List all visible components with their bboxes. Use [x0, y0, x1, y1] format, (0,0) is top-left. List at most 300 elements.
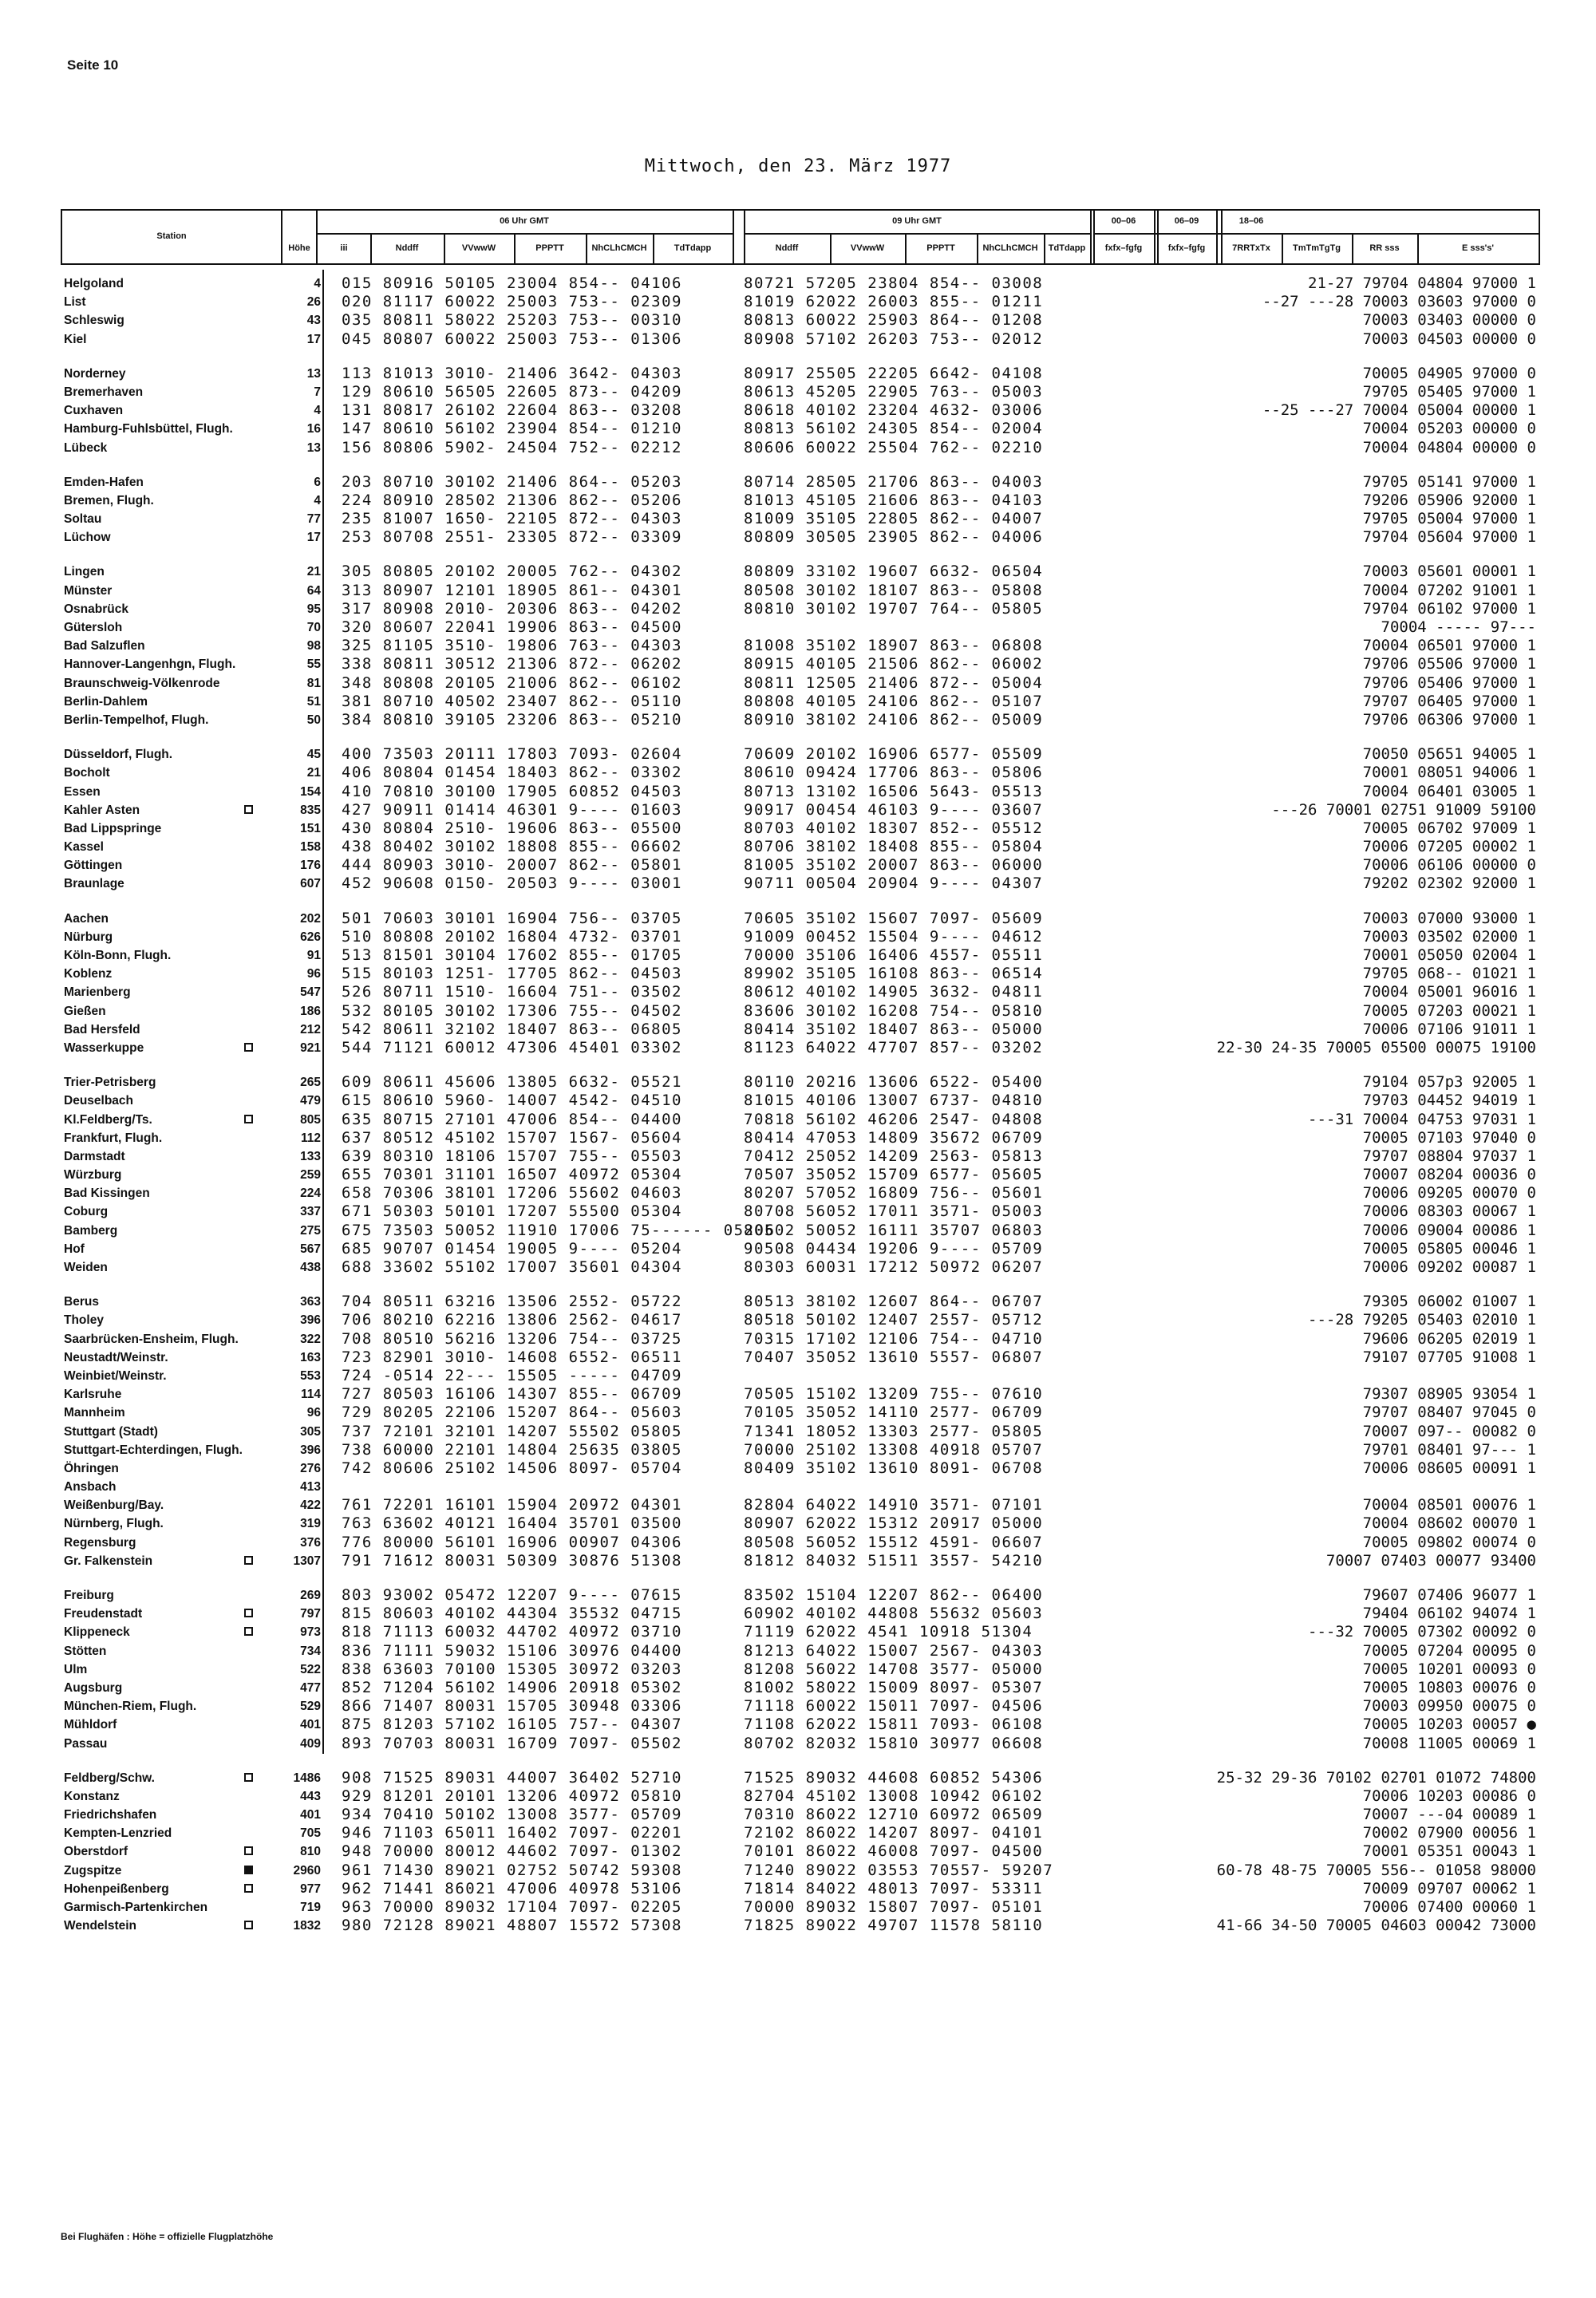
extra-row: 79704 05604 97000 1: [1362, 528, 1536, 547]
extra-row: 70003 09950 00075 0: [1362, 1697, 1536, 1716]
obs-09-row: [744, 618, 1053, 637]
obs-09-row: 71825 89022 49707 11578 58110: [744, 1917, 1044, 1935]
obs-09-row: 80714 28505 21706 863-- 04003: [744, 472, 1044, 491]
obs-09-row: 83502 15104 12207 862-- 06400: [744, 1586, 1044, 1604]
station-name: Wasserkuppe: [64, 1039, 303, 1057]
row-group: [1093, 563, 1536, 729]
station-height: 259: [300, 1168, 321, 1183]
header-extra-1: 00–06: [1111, 216, 1136, 226]
station-height: 797: [300, 1607, 321, 1621]
obs-09-row: 80908 57102 26203 753-- 02012: [744, 330, 1044, 348]
row-group: [342, 1293, 775, 1570]
row-group: [342, 1073, 775, 1277]
extra-row: 70006 09202 00087 1: [1362, 1258, 1536, 1276]
obs-09-row: 81008 35102 18907 863-- 06808: [744, 637, 1044, 655]
row-group: [744, 563, 1053, 729]
obs-09-row: 70605 35102 15607 7097- 05609: [744, 909, 1044, 927]
header-extra-3: 18–06: [1238, 216, 1264, 226]
extra-row: 70004 07202 91001 1: [1362, 581, 1536, 599]
header-col09-3: PPPTT: [926, 243, 955, 253]
station-height: 401: [300, 1808, 321, 1822]
station-name: Lübeck: [64, 440, 108, 455]
obs-06-row: 156 80806 5902- 24504 752-- 02212: [342, 438, 682, 456]
row-group: [284, 910, 321, 1058]
row-group: [342, 365, 775, 457]
extra-row: 70003 03502 02000 1: [1362, 927, 1536, 946]
obs-06-row: 045 80807 60022 25003 753-- 01306: [342, 330, 682, 348]
extra-row: 70003 04503 00000 0: [1362, 330, 1536, 348]
extra-row: 79307 08905 93054 1: [1362, 1385, 1536, 1404]
row-group: [744, 1073, 1053, 1277]
obs-09-row: [744, 1367, 1053, 1385]
station-height: 477: [300, 1680, 321, 1695]
row-group: [744, 745, 1053, 894]
obs-06-row: 410 70810 30100 17905 60852 04503: [342, 782, 682, 800]
obs-06-row: 532 80105 30102 17306 755-- 04502: [342, 1001, 682, 1020]
station-height: 212: [300, 1022, 321, 1036]
station-height: 719: [300, 1901, 321, 1914]
extra-row: 79703 04452 94019 1: [1362, 1092, 1536, 1110]
station-height: 96: [306, 1406, 321, 1420]
station-name: Frankfurt, Flugh.: [64, 1131, 163, 1145]
obs-06-row: 675 73503 50052 11910 17006 75------ 05206: [342, 1221, 776, 1239]
station-name: Karlsruhe: [64, 1388, 122, 1402]
extra-row: 79705 05141 97000 1: [1362, 472, 1536, 491]
header-extra-7: TmTmTgTg: [1293, 243, 1341, 253]
extra-row: 70006 07205 00002 1: [1362, 838, 1536, 856]
obs-06-row: 961 71430 89021 02752 50742 59308: [342, 1861, 682, 1879]
obs-06-row: 235 81007 1650- 22105 872-- 04303: [342, 510, 682, 528]
station-name: Bremerhaven: [64, 385, 144, 399]
extra-row: 22-30 24-35 70005 05500 00075 19100: [1216, 1038, 1536, 1056]
station-height: 396: [300, 1313, 321, 1328]
station-name: Osnabrück: [64, 602, 128, 616]
obs-06-row: 035 80811 58022 25203 753-- 00310: [342, 311, 682, 330]
station-name: Bad Salzuflen: [64, 639, 145, 653]
extra-row: [1093, 1478, 1536, 1496]
obs-09-row: 81009 35105 22805 862-- 04007: [744, 510, 1044, 528]
height-column-rule: [322, 270, 324, 1754]
header-col06-3: PPPTT: [535, 243, 564, 253]
header-col09-4: NhCLhCMCH: [982, 243, 1038, 253]
extra-row: 70005 06702 97009 1: [1362, 819, 1536, 837]
station-height: 21: [306, 565, 321, 579]
obs-06-row: 980 72128 89021 48807 15572 57308: [342, 1917, 682, 1935]
extra-row: 60-78 48-75 70005 556-- 01058 98000: [1216, 1861, 1536, 1879]
station-height: 55: [306, 657, 321, 672]
obs-06-row: 946 71103 65011 16402 7097- 02201: [342, 1824, 682, 1842]
station-height: 921: [300, 1040, 321, 1055]
row-group: [64, 1293, 303, 1570]
extra-row: 70004 08501 00076 1: [1362, 1496, 1536, 1514]
obs-06-row: 400 73503 20111 17803 7093- 02604: [342, 745, 682, 764]
station-height: 337: [300, 1205, 321, 1219]
extra-row: 79705 068-- 01021 1: [1362, 965, 1536, 983]
header-extra-5: fxfx–fgfg: [1167, 243, 1206, 253]
station-height: 17: [306, 531, 321, 545]
row-group: [284, 365, 321, 457]
row-group: [744, 365, 1053, 457]
extra-row: 70005 07204 00095 0: [1362, 1641, 1536, 1660]
station-list: [64, 274, 303, 1951]
station-name: Emden-Hafen: [64, 475, 144, 489]
obs-06-row: 513 81501 30104 17602 855-- 01705: [342, 946, 682, 964]
header-col09-5: TdTdapp: [1048, 243, 1086, 253]
obs-06-row: 685 90707 01454 19005 9---- 05204: [342, 1239, 682, 1258]
obs-09-row: 90917 00454 46103 9---- 03607: [744, 800, 1044, 819]
row-group: [1093, 1769, 1536, 1936]
obs-09-row: 81208 56022 14708 3577- 05000: [744, 1660, 1044, 1678]
row-group: [284, 274, 321, 349]
row-group: [284, 1293, 321, 1570]
station-height: 26: [306, 295, 321, 310]
extra-row: --25 ---27 70004 05004 00000 1: [1262, 401, 1536, 420]
station-name: Stuttgart (Stadt): [64, 1424, 158, 1439]
station-name: Weinbiet/Weinstr.: [64, 1368, 167, 1383]
extra-row: 79606 06205 02019 1: [1362, 1329, 1536, 1348]
obs-09-row: 89902 35105 16108 863-- 06514: [744, 965, 1044, 983]
extra-row: 70006 08605 00091 1: [1362, 1459, 1536, 1477]
station-name: Nürburg: [64, 930, 113, 944]
station-name: Berus: [64, 1295, 99, 1309]
station-name: Norderney: [64, 366, 126, 381]
station-height: 151: [300, 821, 321, 835]
station-height: 17: [306, 332, 321, 346]
open-square-icon: [244, 1043, 253, 1052]
extra-row: 79404 06102 94074 1: [1362, 1605, 1536, 1623]
station-name: Mühldorf: [64, 1718, 117, 1732]
open-square-icon: [244, 1773, 253, 1782]
obs-06-row: 803 93002 05472 12207 9---- 07615: [342, 1586, 682, 1604]
station-height: 443: [300, 1789, 321, 1803]
obs-09-row: 71108 62022 15811 7093- 06108: [744, 1716, 1044, 1734]
open-square-icon: [244, 1921, 253, 1929]
obs-06-row: 852 71204 56102 14906 20918 05302: [342, 1678, 682, 1696]
obs-09-block: [744, 274, 1053, 1951]
station-name: Ulm: [64, 1662, 88, 1676]
station-name: Berlin-Tempelhof, Flugh.: [64, 713, 209, 727]
station-name: Oberstdorf: [64, 1842, 303, 1861]
row-group: [284, 745, 321, 894]
station-name: Göttingen: [64, 859, 123, 873]
station-height: 607: [300, 877, 321, 891]
obs-09-row: 81123 64022 47707 857-- 03202: [744, 1038, 1044, 1056]
station-height: 50: [306, 713, 321, 727]
header-extra-2: 06–09: [1174, 216, 1199, 226]
extra-row: 70005 10203 00057 ●: [1362, 1716, 1536, 1734]
header-obs09: 09 Uhr GMT: [892, 216, 942, 226]
header-station: Station: [156, 231, 187, 241]
extra-row: 70006 09004 00086 1: [1362, 1221, 1536, 1239]
extra-row: 79202 02302 92000 1: [1362, 875, 1536, 893]
row-group: [1093, 1586, 1536, 1753]
station-name: Gütersloh: [64, 621, 123, 634]
station-height: 158: [300, 840, 321, 855]
obs-06-row: 526 80711 1510- 16604 751-- 03502: [342, 983, 682, 1001]
extra-row: 70008 11005 00069 1: [1362, 1734, 1536, 1752]
row-group: [64, 365, 303, 457]
obs-06-row: 317 80908 2010- 20306 863-- 04202: [342, 599, 682, 618]
row-group: [1093, 365, 1536, 457]
row-group: [744, 1586, 1053, 1753]
station-name: Bad Hersfeld: [64, 1022, 140, 1036]
obs-06-row: 515 80103 1251- 17705 862-- 04503: [342, 965, 682, 983]
extra-row: 70006 06106 00000 0: [1362, 856, 1536, 875]
row-group: [284, 1073, 321, 1277]
header-col06-4: NhCLhCMCH: [591, 243, 647, 253]
station-name: Bocholt: [64, 766, 110, 780]
station-name: Köln-Bonn, Flugh.: [64, 949, 172, 962]
obs-09-row: 80207 57052 16809 756-- 05601: [744, 1184, 1044, 1202]
row-group: [284, 1586, 321, 1753]
extra-row: 70004 05001 96016 1: [1362, 983, 1536, 1001]
extra-row: 70003 07000 93000 1: [1362, 909, 1536, 927]
obs-09-row: 91009 00452 15504 9---- 04612: [744, 927, 1044, 946]
obs-06-row: 836 71111 59032 15106 30976 04400: [342, 1641, 682, 1660]
row-group: [64, 1586, 303, 1753]
obs-06-row: 313 80907 12101 18905 861-- 04301: [342, 581, 682, 599]
extra-row: 70007 07403 00077 93400: [1325, 1551, 1536, 1570]
obs-06-row: 348 80808 20105 21006 862-- 06102: [342, 673, 682, 692]
extra-row: 41-66 34-50 70005 04603 00042 73000: [1216, 1917, 1536, 1935]
station-height: 70: [306, 621, 321, 634]
obs-09-row: 70000 35106 16406 4557- 05511: [744, 946, 1044, 964]
obs-06-row: 708 80510 56216 13206 754-- 03725: [342, 1329, 682, 1348]
station-height: 98: [306, 639, 321, 653]
row-group: [342, 563, 775, 729]
station-height: 1307: [293, 1554, 321, 1568]
obs-06-row: 381 80710 40502 23407 862-- 05110: [342, 692, 682, 710]
extra-row: 25-32 29-36 70102 02701 01072 74800: [1216, 1768, 1536, 1787]
station-height: 186: [300, 1004, 321, 1018]
obs-09-row: 80414 35102 18407 863-- 05000: [744, 1020, 1044, 1038]
date-title: Mittwoch, den 23. März 1977: [644, 156, 952, 176]
station-height: 522: [300, 1662, 321, 1676]
obs-06-row: 818 71113 60032 44702 40972 03710: [342, 1623, 682, 1641]
obs-09-row: 80303 60031 17212 50972 06207: [744, 1258, 1044, 1276]
row-group: [64, 745, 303, 894]
station-name: Hof: [64, 1242, 85, 1256]
obs-06-row: 637 80512 45102 15707 1567- 05604: [342, 1128, 682, 1147]
station-height: 114: [300, 1388, 321, 1402]
extra-row: 70004 08602 00070 1: [1362, 1514, 1536, 1533]
station-height: 224: [300, 1187, 321, 1201]
row-group: [744, 473, 1053, 547]
height-list: [284, 274, 321, 1951]
obs-09-row: 80915 40105 21506 862-- 06002: [744, 655, 1044, 673]
extra-row: 70002 07900 00056 1: [1362, 1824, 1536, 1842]
station-name: Helgoland: [64, 277, 124, 290]
obs-06-row: 131 80817 26102 22604 863-- 03208: [342, 401, 682, 420]
extra-row: 70050 05651 94005 1: [1362, 745, 1536, 764]
obs-06-row: 203 80710 30102 21406 864-- 05203: [342, 472, 682, 491]
extra-row: 70001 05050 02004 1: [1362, 946, 1536, 964]
station-name: Kiel: [64, 332, 87, 346]
obs-06-row: 727 80503 16106 14307 855-- 06709: [342, 1385, 682, 1404]
station-name: Bad Kissingen: [64, 1187, 150, 1201]
row-group: [342, 274, 775, 349]
obs-09-row: 71814 84022 48013 7097- 53311: [744, 1879, 1044, 1897]
obs-09-row: 90508 04434 19206 9---- 05709: [744, 1239, 1044, 1258]
obs-09-row: 81213 64022 15007 2567- 04303: [744, 1641, 1044, 1660]
row-group: [744, 274, 1053, 349]
obs-09-row: 80809 33102 19607 6632- 06504: [744, 563, 1044, 581]
obs-09-row: 80110 20216 13606 6522- 05400: [744, 1073, 1044, 1092]
extra-row: 70005 05805 00046 1: [1362, 1239, 1536, 1258]
obs-06-row: 510 80808 20102 16804 4732- 03701: [342, 927, 682, 946]
extra-row: 79206 05906 92000 1: [1362, 491, 1536, 509]
station-name: Neustadt/Weinstr.: [64, 1350, 168, 1364]
obs-06-row: 113 81013 3010- 21406 3642- 04303: [342, 364, 682, 382]
obs-09-row: 72102 86022 14207 8097- 04101: [744, 1824, 1044, 1842]
obs-06-row: 384 80810 39105 23206 863-- 05210: [342, 710, 682, 728]
obs-06-row: 147 80610 56102 23904 854-- 01210: [342, 420, 682, 438]
extra-row: ---28 79205 05403 02010 1: [1308, 1311, 1536, 1329]
station-name: Soltau: [64, 512, 102, 527]
obs-06-row: 962 71441 86021 47006 40978 53106: [342, 1879, 682, 1897]
header-col06-5: TdTdapp: [674, 243, 712, 253]
obs-09-row: 70412 25052 14209 2563- 05813: [744, 1147, 1044, 1165]
row-group: [1093, 910, 1536, 1058]
obs-06-row: 688 33602 55102 17007 35601 04304: [342, 1258, 682, 1276]
station-name: Hamburg-Fuhlsbüttel, Flugh.: [64, 422, 233, 436]
row-group: [1093, 274, 1536, 349]
row-group: [64, 1073, 303, 1277]
extra-row: 70006 10203 00086 0: [1362, 1787, 1536, 1805]
station-height: 413: [300, 1480, 321, 1494]
station-name: Kl.Feldberg/Ts.: [64, 1111, 303, 1129]
station-height: 43: [306, 314, 321, 328]
station-name: Braunlage: [64, 877, 124, 891]
station-name: Braunschweig-Völkenrode: [64, 676, 220, 690]
obs-06-row: 658 70306 38101 17206 55602 04603: [342, 1184, 682, 1202]
extra-row: 70003 03403 00000 0: [1362, 311, 1536, 330]
obs-06-row: 738 60000 22101 14804 25635 03805: [342, 1440, 682, 1459]
obs-06-row: 704 80511 63216 13506 2552- 05722: [342, 1293, 682, 1311]
extra-row: 79706 05506 97000 1: [1362, 655, 1536, 673]
station-name: Koblenz: [64, 967, 113, 981]
extra-row: 79705 05405 97000 1: [1362, 382, 1536, 401]
header-col06-1: Nddff: [395, 243, 419, 253]
obs-09-row: 70105 35052 14110 2577- 06709: [744, 1404, 1044, 1422]
obs-09-row: [744, 1478, 1053, 1496]
obs-06-row: 706 80210 62216 13806 2562- 04617: [342, 1311, 682, 1329]
obs-09-row: 80513 38102 12607 864-- 06707: [744, 1293, 1044, 1311]
station-name: Hohenpeißenberg: [64, 1880, 303, 1898]
station-name: Bremen, Flugh.: [64, 493, 154, 507]
station-name: Schleswig: [64, 314, 124, 328]
obs-09-row: 80907 62022 15312 20917 05000: [744, 1514, 1044, 1533]
station-height: 567: [300, 1242, 321, 1256]
station-name: Feldberg/Schw.: [64, 1769, 303, 1787]
station-name: Darmstadt: [64, 1149, 125, 1163]
header-extra-9: E sss's': [1461, 243, 1495, 253]
obs-06-row: 838 63603 70100 15305 30972 03203: [342, 1660, 682, 1678]
station-height: 4: [314, 277, 321, 290]
table-header: [61, 209, 1540, 265]
open-square-icon: [244, 1556, 253, 1565]
station-name: Gießen: [64, 1004, 106, 1018]
row-group: [1093, 473, 1536, 547]
obs-09-row: 80713 13102 16506 5643- 05513: [744, 782, 1044, 800]
page-number: Seite 10: [67, 57, 119, 73]
obs-06-row: 406 80804 01454 18403 862-- 03302: [342, 764, 682, 782]
row-group: [64, 274, 303, 349]
obs-09-row: 81019 62022 26003 855-- 01211: [744, 293, 1044, 311]
row-group: [1093, 1293, 1536, 1570]
obs-06-row: 444 80903 3010- 20007 862-- 05801: [342, 856, 682, 875]
obs-09-row: 82704 45102 13008 10942 06102: [744, 1787, 1044, 1805]
obs-06-row: 609 80611 45606 13805 6632- 05521: [342, 1073, 682, 1092]
obs-09-row: 80811 12505 21406 872-- 05004: [744, 673, 1044, 692]
station-name: Nürnberg, Flugh.: [64, 1517, 164, 1531]
obs-09-row: 70505 15102 13209 755-- 07610: [744, 1385, 1044, 1404]
obs-09-row: 80610 09424 17706 863-- 05806: [744, 764, 1044, 782]
obs-06-row: 020 81117 60022 25003 753-- 02309: [342, 293, 682, 311]
station-name: München-Riem, Flugh.: [64, 1700, 197, 1714]
obs-09-row: 71240 89022 03553 70557- 59207: [744, 1861, 1054, 1879]
station-height: 422: [300, 1498, 321, 1513]
extra-row: 70006 07400 00060 1: [1362, 1898, 1536, 1916]
station-name: Marienberg: [64, 985, 131, 1000]
station-name: Coburg: [64, 1205, 109, 1219]
obs-06-row: 934 70410 50102 13008 3577- 05709: [342, 1806, 682, 1824]
obs-09-row: 82804 64022 14910 3571- 07101: [744, 1496, 1044, 1514]
extra-row: 79707 08804 97037 1: [1362, 1147, 1536, 1165]
station-height: 64: [306, 583, 321, 598]
extra-row: 79701 08401 97--- 1: [1362, 1440, 1536, 1459]
extra-row: 70004 05203 00000 0: [1362, 420, 1536, 438]
obs-09-row: 70310 86022 12710 60972 06509: [744, 1806, 1044, 1824]
row-group: [744, 910, 1053, 1058]
station-height: 2960: [293, 1863, 321, 1877]
station-height: 112: [300, 1131, 321, 1145]
obs-09-row: 81013 45105 21606 863-- 04103: [744, 491, 1044, 509]
station-height: 91: [306, 949, 321, 962]
obs-06-row: 427 90911 01414 46301 9---- 01603: [342, 800, 682, 819]
extra-row: 79707 06405 97000 1: [1362, 692, 1536, 710]
station-height: 401: [300, 1718, 321, 1732]
obs-09-row: 81002 58022 15009 8097- 05307: [744, 1678, 1044, 1696]
extra-row: 70006 08303 00067 1: [1362, 1202, 1536, 1221]
row-group: [64, 910, 303, 1058]
row-group: [744, 1769, 1053, 1936]
station-name: Stötten: [64, 1644, 107, 1658]
extra-row: 79706 05406 97000 1: [1362, 673, 1536, 692]
obs-06-row: 893 70703 80031 16709 7097- 05502: [342, 1734, 682, 1752]
extra-row: 79305 06002 01007 1: [1362, 1293, 1536, 1311]
station-name: Ansbach: [64, 1480, 117, 1494]
obs-06-row: 224 80910 28502 21306 862-- 05206: [342, 491, 682, 509]
obs-06-row: 542 80611 32102 18407 863-- 06805: [342, 1020, 682, 1038]
extra-row: 79705 05004 97000 1: [1362, 510, 1536, 528]
obs-06-block: [342, 274, 775, 1951]
extra-row: 79107 07705 91008 1: [1362, 1348, 1536, 1366]
extra-row: 70006 07106 91011 1: [1362, 1020, 1536, 1038]
extra-row: 79607 07406 96077 1: [1362, 1586, 1536, 1604]
extra-row: 79704 06102 97000 1: [1362, 599, 1536, 618]
open-square-icon: [244, 1115, 253, 1123]
obs-06-row: 129 80610 56505 22605 873-- 04209: [342, 382, 682, 401]
obs-09-row: 70315 17102 12106 754-- 04710: [744, 1329, 1044, 1348]
extra-row: 79706 06306 97000 1: [1362, 710, 1536, 728]
station-height: 479: [300, 1094, 321, 1108]
header-extra-4: fxfx–fgfg: [1104, 243, 1143, 253]
row-group: [342, 473, 775, 547]
obs-09-row: 71119 62022 4541 10918 51304: [744, 1623, 1033, 1641]
station-height: 810: [300, 1845, 321, 1859]
extra-columns-block: [1093, 274, 1536, 1951]
